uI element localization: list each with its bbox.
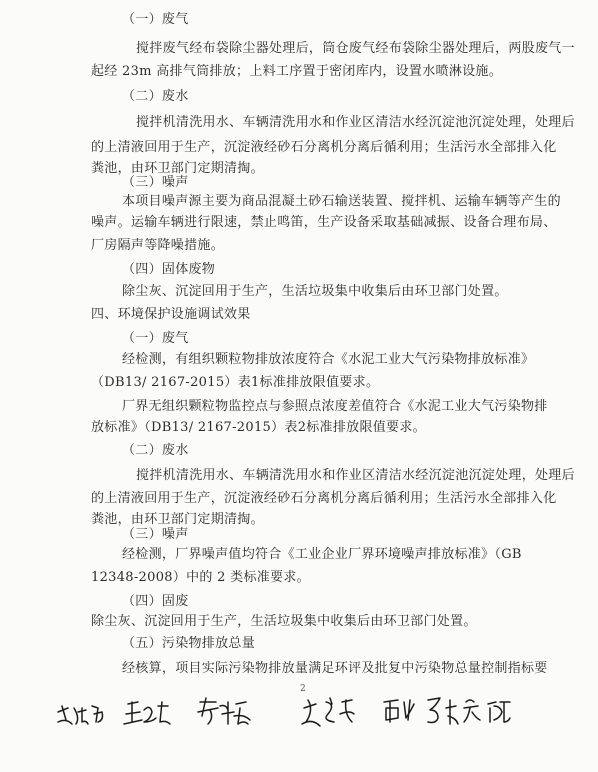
text-line: 搅拌机清洗用水、车辆清洗用水和作业区清洁水经沉淀池沉淀处理，处理后 xyxy=(136,468,575,483)
heading-waste-gas: （一）废气 xyxy=(122,12,189,27)
text-line: 经检测，有组织颗粒物排放浓度符合《水泥工业大气污染物排放标准》 xyxy=(122,352,535,367)
text-line: 本项目噪声源主要为商品混凝土砂石输送装置、搅拌机、运输车辆等产生的 xyxy=(122,194,561,209)
signature-4 xyxy=(302,698,354,726)
text-line: 起经 23m 高排气筒排放；上料工序置于密闭库内，设置水喷淋设施。 xyxy=(91,64,503,79)
heading-total-emissions: （五）污染物排放总量 xyxy=(122,636,256,651)
heading-noise-2: （三）噪声 xyxy=(122,527,189,542)
text-line: 厂房隔声等降噪措施。 xyxy=(91,238,225,253)
heading-noise: （三）噪声 xyxy=(122,175,189,190)
text-line: 粪池，由环卫部门定期清掏。 xyxy=(91,161,264,176)
text-line: 搅拌废气经布袋除尘器处理后，筒仓废气经布袋除尘器处理后，两股废气一 xyxy=(136,41,575,56)
heading-solid-waste-2: （四）固废 xyxy=(122,594,189,609)
signature-block xyxy=(0,672,598,752)
text-line: 的上清液回用于生产，沉淀液经砂石分离机分离后循利用；生活污水全部排入化 xyxy=(91,491,557,506)
text-line: 除尘灰、沉淀回用于生产，生活垃圾集中收集后由环卫部门处置。 xyxy=(91,614,477,629)
text-line: 厂界无组织颗粒物监控点与参照点浓度差值符合《水泥工业大气污染物排 xyxy=(122,399,548,414)
text-line: 经核算，项目实际污染物排放量满足环评及批复中污染物总量控制指标要 xyxy=(122,661,548,676)
text-line: 经检测，厂界噪声值均符合《工业企业厂界环境噪声排放标准》（GB xyxy=(122,547,522,562)
heading-waste-gas-2: （一）废气 xyxy=(122,331,189,346)
heading-waste-water-2: （二）废水 xyxy=(122,443,189,458)
heading-solid-waste: （四）固体废物 xyxy=(122,262,216,277)
signature-1 xyxy=(58,706,103,724)
signature-5 xyxy=(384,700,414,722)
text-line: 的上清液回用于生产，沉淀液经砂石分离机分离后循利用；生活污水全部排入化 xyxy=(91,140,557,155)
signature-2 xyxy=(124,702,170,724)
text-line: 噪声。运输车辆进行限速，禁止鸣笛，生产设备采取基础减振、设备合理布局、 xyxy=(91,215,557,230)
signature-6 xyxy=(428,698,510,724)
page-number: 2 xyxy=(300,684,306,694)
signatures-svg xyxy=(0,672,598,752)
text-line: 除尘灰、沉淀回用于生产，生活垃圾集中收集后由环卫部门处置。 xyxy=(122,284,508,299)
text-line: 12348-2008）中的 2 类标准要求。 xyxy=(91,570,310,585)
text-line: 放标准》（DB13/ 2167-2015）表2标准排放限值要求。 xyxy=(91,420,426,435)
text-line: 搅拌机清洗用水、车辆清洗用水和作业区清洁水经沉淀池沉淀处理，处理后 xyxy=(136,115,575,130)
text-line: （DB13/ 2167-2015）表1标准排放限值要求。 xyxy=(91,375,380,390)
heading-section-4: 四、环境保护设施调试效果 xyxy=(91,307,251,322)
heading-waste-water: （二）废水 xyxy=(122,89,189,104)
text-line: 粪池，由环卫部门定期清掏。 xyxy=(91,512,264,527)
signature-3 xyxy=(198,698,250,724)
